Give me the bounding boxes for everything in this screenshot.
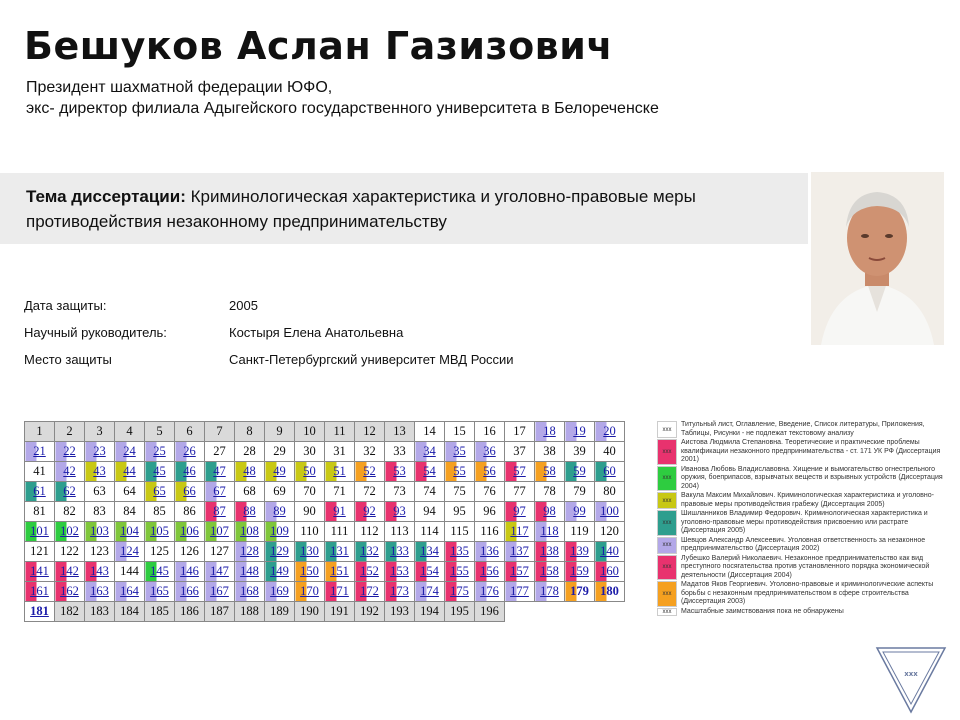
page-cell: 82	[55, 502, 85, 522]
page-cell[interactable]: 107	[205, 522, 235, 542]
page-cell: 81	[25, 502, 55, 522]
page-cell: 111	[325, 522, 355, 542]
dissertation-topic	[26, 184, 796, 234]
page-cell: 193	[385, 602, 415, 622]
page-cell[interactable]: 19	[565, 422, 595, 442]
page-cell: 11	[325, 422, 355, 442]
legend-swatch: xxx	[657, 439, 677, 465]
page-cell: 79	[565, 482, 595, 502]
page-cell: 13	[385, 422, 415, 442]
grid-row	[25, 502, 625, 522]
page-cell: 94	[415, 502, 445, 522]
role-line-1: Президент шахматной федерации ЮФО,	[26, 79, 333, 96]
dissertation-title: Криминологическая характеристика и уголовно-правовые меры противодействия незаконному предпринимательству	[26, 187, 696, 231]
page-cell: 15	[445, 422, 475, 442]
page-cell[interactable]: 169	[265, 582, 295, 602]
page-cell[interactable]: 104	[115, 522, 145, 542]
page-cell: 16	[475, 422, 505, 442]
page-cell: 38	[535, 442, 565, 462]
page-cell: 113	[385, 522, 415, 542]
page-cell: 85	[145, 502, 175, 522]
page-cell: 30	[295, 442, 325, 462]
page-cell[interactable]: 56	[475, 462, 505, 482]
page-cell: 184	[115, 602, 145, 622]
page-cell[interactable]: 132	[355, 542, 385, 562]
legend-text: Иванова Любовь Владиславовна. Хищение и вымогательство огнестрельного оружия, боеприпасов, взрывчатых веществ и взрывных устройств (Диссертация 2004)	[681, 465, 943, 490]
legend-item	[657, 439, 947, 465]
page-cell[interactable]: 34	[415, 442, 445, 462]
legend-item	[657, 581, 947, 607]
page-cell[interactable]: 92	[355, 502, 385, 522]
legend-swatch: xxx	[657, 466, 677, 492]
legend-item	[657, 537, 947, 554]
page-cell: 2	[55, 422, 85, 442]
page-cell[interactable]: 43	[85, 462, 115, 482]
page-cell: 8	[235, 422, 265, 442]
page-cell: 116	[475, 522, 505, 542]
page-cell: 71	[325, 482, 355, 502]
page-cell[interactable]: 49	[265, 462, 295, 482]
legend-text: Масштабные заимствования пока не обнаружены	[681, 607, 844, 615]
page-cell[interactable]: 50	[295, 462, 325, 482]
page-cell[interactable]: 168	[235, 582, 265, 602]
page-cell[interactable]: 141	[25, 562, 55, 582]
page-cell[interactable]: 146	[175, 562, 205, 582]
dissernet-stamp-icon	[871, 638, 951, 718]
page-cell: 28	[235, 442, 265, 462]
page-cell: 96	[475, 502, 505, 522]
defense-place-label: Место защиты	[24, 352, 112, 367]
page-cell[interactable]: 87	[205, 502, 235, 522]
page-cell[interactable]: 26	[175, 442, 205, 462]
page-cell: 127	[205, 542, 235, 562]
page-cell[interactable]: 167	[205, 582, 235, 602]
page-cell: 72	[355, 482, 385, 502]
page-cell[interactable]: 48	[235, 462, 265, 482]
page-cell: 7	[205, 422, 235, 442]
page-cell: 196	[475, 602, 505, 622]
page-cell: 183	[85, 602, 115, 622]
page-cell[interactable]: 158	[535, 562, 565, 582]
page-cell[interactable]: 156	[475, 562, 505, 582]
page-cell[interactable]: 98	[535, 502, 565, 522]
page-cell[interactable]: 136	[475, 542, 505, 562]
page-cell: 4	[115, 422, 145, 442]
page-cell[interactable]: 102	[55, 522, 85, 542]
page-cell[interactable]: 160	[595, 562, 625, 582]
page-cell[interactable]: 55	[445, 462, 475, 482]
dissertation-label: Тема диссертации:	[26, 187, 186, 206]
page-cell[interactable]: 150	[295, 562, 325, 582]
page-cell: 186	[175, 602, 205, 622]
portrait-photo	[811, 172, 944, 345]
page-cell[interactable]: 131	[325, 542, 355, 562]
grid-row	[25, 542, 625, 562]
legend-text: Аистова Людмила Степановна. Теоретические и практические проблемы квалификации незаконного предпринимательства - ст. 171 УК РФ (Диссертация 2001)	[681, 439, 941, 463]
legend-text: Шишланников Владимир Федорович. Криминологическая характеристика и уголовно-правовые меры противодействия присвоению или растрате (Диссертация 2005)	[681, 510, 928, 534]
page-cell: 84	[115, 502, 145, 522]
page-cell: 190	[295, 602, 325, 622]
defense-place-value: Санкт-Петербургский университет МВД России	[229, 352, 514, 367]
page-cell: 33	[385, 442, 415, 462]
person-name: Бешуков Аслан Газизович	[24, 24, 613, 68]
page-cell[interactable]: 155	[445, 562, 475, 582]
page-cell: 95	[445, 502, 475, 522]
page-cell: 68	[235, 482, 265, 502]
page-cell[interactable]: 117	[505, 522, 535, 542]
page-cell: 192	[355, 602, 385, 622]
legend-item	[657, 510, 947, 536]
page-cell: 64	[115, 482, 145, 502]
grid-row	[25, 562, 625, 582]
page-cell[interactable]: 153	[385, 562, 415, 582]
page-cell: 114	[415, 522, 445, 542]
page-cell[interactable]: 152	[355, 562, 385, 582]
page-cell[interactable]: 124	[115, 542, 145, 562]
page-cell[interactable]: 25	[145, 442, 175, 462]
page-cell[interactable]: 133	[385, 542, 415, 562]
page-cell[interactable]: 140	[595, 542, 625, 562]
page-cell: 123	[85, 542, 115, 562]
page-cell[interactable]: 176	[475, 582, 505, 602]
page-cell: 9	[265, 422, 295, 442]
defense-date-label: Дата защиты:	[24, 298, 107, 313]
page-cell[interactable]: 130	[295, 542, 325, 562]
page-cell[interactable]: 154	[415, 562, 445, 582]
page-cell[interactable]: 172	[355, 582, 385, 602]
page-cell: 80	[595, 482, 625, 502]
grid-empty-cell	[565, 602, 595, 622]
grid-row	[25, 422, 625, 442]
page-cell[interactable]: 143	[85, 562, 115, 582]
legend-swatch: xxx	[657, 492, 677, 509]
page-cell: 63	[85, 482, 115, 502]
page-cell: 1	[25, 422, 55, 442]
page-cell[interactable]: 53	[385, 462, 415, 482]
page-cell[interactable]: 59	[565, 462, 595, 482]
page-cell: 70	[295, 482, 325, 502]
page-cell: 195	[445, 602, 475, 622]
page-cell[interactable]: 164	[115, 582, 145, 602]
page-cell: 17	[505, 422, 535, 442]
page-cell: 74	[415, 482, 445, 502]
page-cell[interactable]: 170	[295, 582, 325, 602]
page-cell: 110	[295, 522, 325, 542]
page-cell[interactable]: 88	[235, 502, 265, 522]
page-cell: 119	[565, 522, 595, 542]
page-cell: 86	[175, 502, 205, 522]
page-cell[interactable]: 21	[25, 442, 55, 462]
page-cell: 3	[85, 422, 115, 442]
page-cell[interactable]: 103	[85, 522, 115, 542]
page-cell: 90	[295, 502, 325, 522]
page-cell[interactable]: 58	[535, 462, 565, 482]
page-cell[interactable]: 62	[55, 482, 85, 502]
page-grid	[24, 421, 625, 622]
page-cell: 182	[55, 602, 85, 622]
page-cell: 39	[565, 442, 595, 462]
page-cell: 121	[25, 542, 55, 562]
legend-text: Лубешко Валерий Николаевич. Незаконное предпринимательство как вид преступного посягательства против установленного порядка экономической деятельности (Диссертация 2004)	[681, 554, 930, 579]
page-cell[interactable]: 97	[505, 502, 535, 522]
page-cell[interactable]: 145	[145, 562, 175, 582]
grid-row	[25, 442, 625, 462]
page-cell: 125	[145, 542, 175, 562]
page-cell: 180	[595, 582, 625, 602]
page-cell[interactable]: 91	[325, 502, 355, 522]
page-cell: 191	[325, 602, 355, 622]
grid-row	[25, 582, 625, 602]
legend-swatch: xxx	[657, 421, 677, 438]
legend-swatch: xxx	[657, 537, 677, 554]
defense-date-value: 2005	[229, 298, 258, 313]
page-cell[interactable]: 118	[535, 522, 565, 542]
legend-text: Мадатов Яков Георгиевич. Уголовно-правовые и криминологические аспекты борьбы с незаконным предпринимательством в сфере строительства (Диссертация 2003)	[681, 581, 934, 605]
page-cell[interactable]: 165	[145, 582, 175, 602]
page-cell[interactable]: 128	[235, 542, 265, 562]
page-cell[interactable]: 175	[445, 582, 475, 602]
page-cell: 179	[565, 582, 595, 602]
legend-item	[657, 492, 947, 509]
page-cell[interactable]: 159	[565, 562, 595, 582]
page-cell[interactable]: 23	[85, 442, 115, 462]
page-cell[interactable]: 105	[145, 522, 175, 542]
page-cell: 83	[85, 502, 115, 522]
page-cell: 76	[475, 482, 505, 502]
page-cell[interactable]: 51	[325, 462, 355, 482]
page-cell[interactable]: 99	[565, 502, 595, 522]
supervisor-label: Научный руководитель:	[24, 325, 167, 340]
page-cell[interactable]: 109	[265, 522, 295, 542]
page-cell[interactable]: 166	[175, 582, 205, 602]
person-roles	[26, 77, 659, 119]
page-cell[interactable]: 163	[85, 582, 115, 602]
page-cell[interactable]: 137	[505, 542, 535, 562]
page-cell: 29	[265, 442, 295, 462]
page-cell[interactable]: 147	[205, 562, 235, 582]
legend-swatch: xxx	[657, 581, 677, 607]
page-cell[interactable]: 20	[595, 422, 625, 442]
page-cell[interactable]: 61	[25, 482, 55, 502]
page-cell[interactable]: 135	[445, 542, 475, 562]
page-cell: 73	[385, 482, 415, 502]
page-cell[interactable]: 151	[325, 562, 355, 582]
page-cell: 126	[175, 542, 205, 562]
supervisor-value: Костыря Елена Анатольевна	[229, 325, 404, 340]
page-cell: 5	[145, 422, 175, 442]
page-cell[interactable]: 171	[325, 582, 355, 602]
page-cell[interactable]: 149	[265, 562, 295, 582]
page-cell: 10	[295, 422, 325, 442]
page-cell[interactable]: 42	[55, 462, 85, 482]
legend-item	[657, 555, 947, 581]
page-cell[interactable]: 138	[535, 542, 565, 562]
page-cell[interactable]: 148	[235, 562, 265, 582]
role-line-2: экс- директор филиала Адыгейского государственного университета в Белореченске	[26, 100, 659, 117]
page-cell[interactable]: 181	[25, 602, 55, 622]
page-cell[interactable]: 93	[385, 502, 415, 522]
legend-item	[657, 466, 947, 492]
page-cell[interactable]: 67	[205, 482, 235, 502]
legend-text: Титульный лист, Оглавление, Введение, Список литературы, Приложения, Таблицы, Рисунки - не подлежат текстовому анализу	[681, 421, 925, 437]
page-cell[interactable]: 65	[145, 482, 175, 502]
page-cell: 115	[445, 522, 475, 542]
page-cell: 75	[445, 482, 475, 502]
page-cell: 27	[205, 442, 235, 462]
page-cell[interactable]: 47	[205, 462, 235, 482]
page-cell: 189	[265, 602, 295, 622]
page-cell[interactable]: 161	[25, 582, 55, 602]
page-cell[interactable]: 134	[415, 542, 445, 562]
page-cell: 41	[25, 462, 55, 482]
page-cell[interactable]: 52	[355, 462, 385, 482]
page-cell[interactable]: 54	[415, 462, 445, 482]
page-cell[interactable]: 177	[505, 582, 535, 602]
grid-row	[25, 522, 625, 542]
grid-empty-cell	[595, 602, 625, 622]
page-cell[interactable]: 178	[535, 582, 565, 602]
page-cell[interactable]: 36	[475, 442, 505, 462]
page-cell: 69	[265, 482, 295, 502]
page-cell[interactable]: 45	[145, 462, 175, 482]
page-cell: 120	[595, 522, 625, 542]
grid-empty-cell	[505, 602, 535, 622]
page-cell[interactable]: 108	[235, 522, 265, 542]
page-cell: 144	[115, 562, 145, 582]
page-cell: 122	[55, 542, 85, 562]
page-cell: 188	[235, 602, 265, 622]
page-cell[interactable]: 89	[265, 502, 295, 522]
page-cell: 6	[175, 422, 205, 442]
page-cell[interactable]: 35	[445, 442, 475, 462]
grid-row	[25, 602, 625, 622]
stamp-text: xxx	[904, 670, 918, 678]
page-cell[interactable]: 60	[595, 462, 625, 482]
page-cell[interactable]: 46	[175, 462, 205, 482]
legend-swatch: xxx	[657, 510, 677, 536]
page-cell[interactable]: 139	[565, 542, 595, 562]
page-cell: 187	[205, 602, 235, 622]
legend-swatch: xxx	[657, 555, 677, 581]
page-cell[interactable]: 174	[415, 582, 445, 602]
page-cell[interactable]: 106	[175, 522, 205, 542]
page-cell[interactable]: 157	[505, 562, 535, 582]
page-cell: 12	[355, 422, 385, 442]
page-cell: 194	[415, 602, 445, 622]
page-cell[interactable]: 18	[535, 422, 565, 442]
page-cell: 32	[355, 442, 385, 462]
page-cell: 112	[355, 522, 385, 542]
legend-text: Шевцов Александр Алексеевич. Уголовная ответственность за незаконное предпринимательство (Диссертация 2002)	[681, 536, 926, 552]
page-cell: 37	[505, 442, 535, 462]
page-cell[interactable]: 129	[265, 542, 295, 562]
page-cell[interactable]: 142	[55, 562, 85, 582]
page-cell[interactable]: 173	[385, 582, 415, 602]
grid-row	[25, 482, 625, 502]
page-cell: 40	[595, 442, 625, 462]
legend-item	[657, 421, 947, 438]
legend-text: Вакула Максим Михайлович. Криминологическая характеристика и уголовно-правовые меры противодействия грабежу (Диссертация 2005)	[681, 492, 934, 508]
page-cell[interactable]: 44	[115, 462, 145, 482]
page-cell: 31	[325, 442, 355, 462]
legend-item	[657, 608, 947, 617]
page-cell[interactable]: 100	[595, 502, 625, 522]
page-cell[interactable]: 101	[25, 522, 55, 542]
page-cell[interactable]: 22	[55, 442, 85, 462]
page-cell[interactable]: 24	[115, 442, 145, 462]
legend	[657, 421, 947, 617]
legend-swatch: xxx	[657, 608, 677, 617]
page-cell: 185	[145, 602, 175, 622]
page-cell: 14	[415, 422, 445, 442]
page-cell: 78	[535, 482, 565, 502]
grid-row	[25, 462, 625, 482]
page-cell: 77	[505, 482, 535, 502]
page-cell[interactable]: 162	[55, 582, 85, 602]
page-cell[interactable]: 66	[175, 482, 205, 502]
page-cell[interactable]: 57	[505, 462, 535, 482]
portrait-image	[811, 172, 944, 345]
grid-empty-cell	[535, 602, 565, 622]
